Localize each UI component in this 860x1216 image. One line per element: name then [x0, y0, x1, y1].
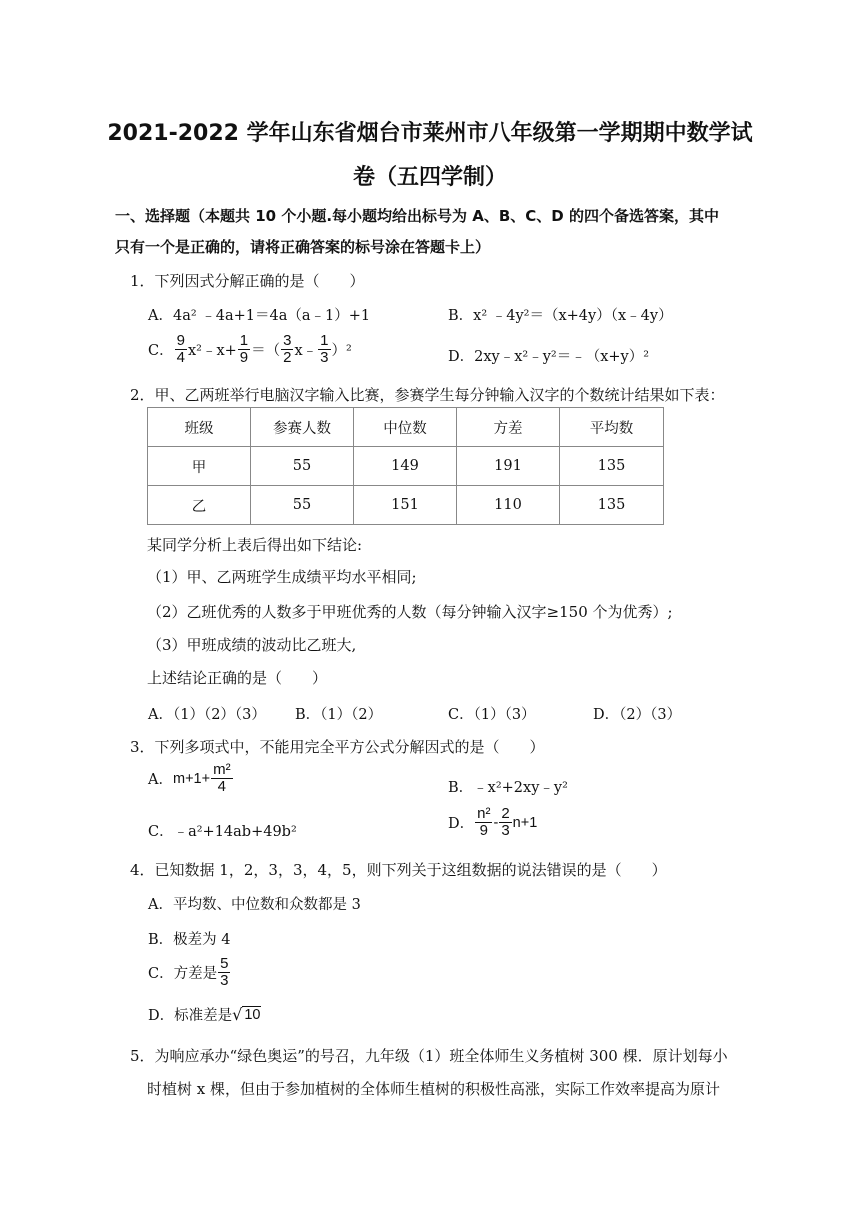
q4-d-prefix: D．标准差是	[148, 1008, 233, 1024]
q3-d-num-2: 2	[501, 805, 510, 822]
q4-option-c	[148, 956, 231, 989]
q1-c-mid2: x﹣	[294, 343, 318, 359]
q1-option-c	[148, 333, 352, 366]
q3-d-num-1: n²	[477, 805, 491, 822]
sqrt-sign-icon: √	[232, 1005, 243, 1024]
table-cell: 55	[251, 447, 354, 486]
table-header-cell: 方差	[457, 408, 560, 447]
q3-a-frac	[211, 762, 233, 795]
table-cell: 191	[457, 447, 560, 486]
table-cell: 乙	[148, 486, 251, 525]
q1-option-a: A．4a² ﹣4a+1＝4a（a﹣1）+1	[148, 308, 371, 324]
q1-option-d: D．2xy﹣x²﹣y²＝﹣（x+y）²	[448, 349, 650, 365]
q2-option-a: A．（1）（2）（3）	[148, 707, 266, 723]
q2-ask: 上述结论正确的是（ ）	[147, 669, 328, 687]
table-cell: 135	[560, 447, 664, 486]
q1-c-frac-1	[175, 333, 187, 366]
table-header-row	[148, 408, 664, 447]
q3-a-den: 4	[217, 778, 226, 795]
q1-c-frac-4-num: 1	[320, 332, 329, 349]
q1-c-frac-2-num: 1	[239, 332, 249, 349]
q2-stem: 2．甲、乙两班举行电脑汉字输入比赛，参赛学生每分钟输入汉字的个数统计结果如下表：	[130, 386, 725, 404]
q1-c-frac-2	[238, 333, 250, 366]
q3-d-den-1: 9	[479, 822, 488, 839]
q3-option-a	[148, 762, 234, 795]
q1-c-frac-2-den: 9	[239, 349, 249, 366]
q3-d-mid: -	[493, 814, 499, 831]
q4-option-b: B．极差为 4	[148, 932, 231, 948]
q4-c-prefix: C．方差是	[148, 966, 218, 982]
q3-d-prefix: D．	[448, 816, 475, 832]
q1-c-frac-4	[318, 333, 330, 366]
q4-c-frac	[218, 956, 230, 989]
q3-option-c: C．﹣a²+14ab+49b²	[148, 824, 297, 840]
q1-c-frac-1-den: 4	[176, 349, 185, 366]
q4-stem: 4．已知数据 1，2，3，3，4，5，则下列关于这组数据的说法错误的是（ ）	[130, 861, 667, 879]
table-row	[148, 486, 664, 525]
table-header-cell: 平均数	[560, 408, 664, 447]
q1-c-eq: ＝（	[251, 343, 281, 359]
q4-c-num: 5	[220, 955, 229, 972]
q1-stem: 1．下列因式分解正确的是（ ）	[130, 272, 365, 290]
q1-c-mid: x²﹣x+	[187, 343, 237, 359]
table-header-cell: 班级	[148, 408, 251, 447]
q4-option-d	[148, 1004, 261, 1025]
q1-c-frac-3	[281, 333, 293, 366]
q4-option-a: A．平均数、中位数和众数都是 3	[148, 897, 361, 913]
q3-d-frac-1	[475, 806, 492, 839]
section-heading-line-2: 只有一个是正确的，请将正确答案的标号涂在答题卡上）	[115, 238, 491, 256]
q1-c-frac-1-num: 9	[176, 332, 185, 349]
table-header-cell: 参赛人数	[251, 408, 354, 447]
exam-title-line-1: 2021-2022 学年山东省烟台市莱州市八年级第一学期期中数学试	[107, 121, 753, 146]
table-cell: 135	[560, 486, 664, 525]
q2-conclusion-3: （3）甲班成绩的波动比乙班大,	[147, 636, 357, 654]
table-cell: 151	[354, 486, 457, 525]
q3-a-num: m²	[213, 761, 231, 778]
q3-option-b: B．﹣x²+2xy﹣y²	[448, 780, 568, 796]
q1-c-end: ）²	[331, 343, 352, 359]
q2-option-d: D．（2）（3）	[593, 707, 682, 723]
table-cell: 甲	[148, 447, 251, 486]
table-cell: 149	[354, 447, 457, 486]
q1-c-prefix: C．	[148, 343, 174, 359]
q2-option-b: B．（1）（2）	[295, 707, 383, 723]
q4-d-radicand: 10	[244, 1007, 261, 1023]
q3-a-text: m+1+	[172, 770, 211, 787]
section-heading-line-1: 一、选择题（本题共 10 个小题.每小题均给出标号为 A、B、C、D 的四个备选答案，其中	[115, 207, 719, 225]
q3-a-prefix: A．	[148, 772, 173, 788]
q5-line-2: 时植树 x 棵，但由于参加植树的全体师生植树的积极性高涨，实际工作效率提高为原计	[147, 1080, 720, 1098]
table-cell: 55	[251, 486, 354, 525]
q2-conclusion-2: （2）乙班优秀的人数多于甲班优秀的人数（每分钟输入汉字≥150 个为优秀）;	[147, 603, 673, 621]
q3-d-den-2: 3	[501, 822, 510, 839]
q3-option-d	[448, 806, 537, 839]
exam-title-line-2: 卷（五四学制）	[352, 165, 507, 190]
q3-d-frac-2	[499, 806, 511, 839]
q3-d-end: n+1	[512, 814, 538, 831]
q1-c-frac-3-den: 2	[283, 349, 292, 366]
q1-c-frac-3-num: 3	[283, 332, 292, 349]
q3-stem: 3．下列多项式中，不能用完全平方公式分解因式的是（ ）	[130, 738, 545, 756]
q5-line-1: 5．为响应承办“绿色奥运”的号召，九年级（1）班全体师生义务植树 300 棵．原计划每小	[130, 1047, 728, 1065]
q2-intro: 某同学分析上表后得出如下结论:	[147, 536, 363, 554]
q1-c-frac-4-den: 3	[320, 349, 329, 366]
table-row	[148, 447, 664, 486]
table-header-cell: 中位数	[354, 408, 457, 447]
q1-option-b: B．x² ﹣4y²＝（x+4y）（x﹣4y）	[448, 308, 673, 324]
q4-c-den: 3	[220, 972, 229, 989]
table-cell: 110	[457, 486, 560, 525]
score-table	[147, 407, 664, 525]
q2-option-c: C．（1）（3）	[448, 707, 536, 723]
q2-conclusion-1: （1）甲、乙两班学生成绩平均水平相同;	[147, 568, 417, 586]
